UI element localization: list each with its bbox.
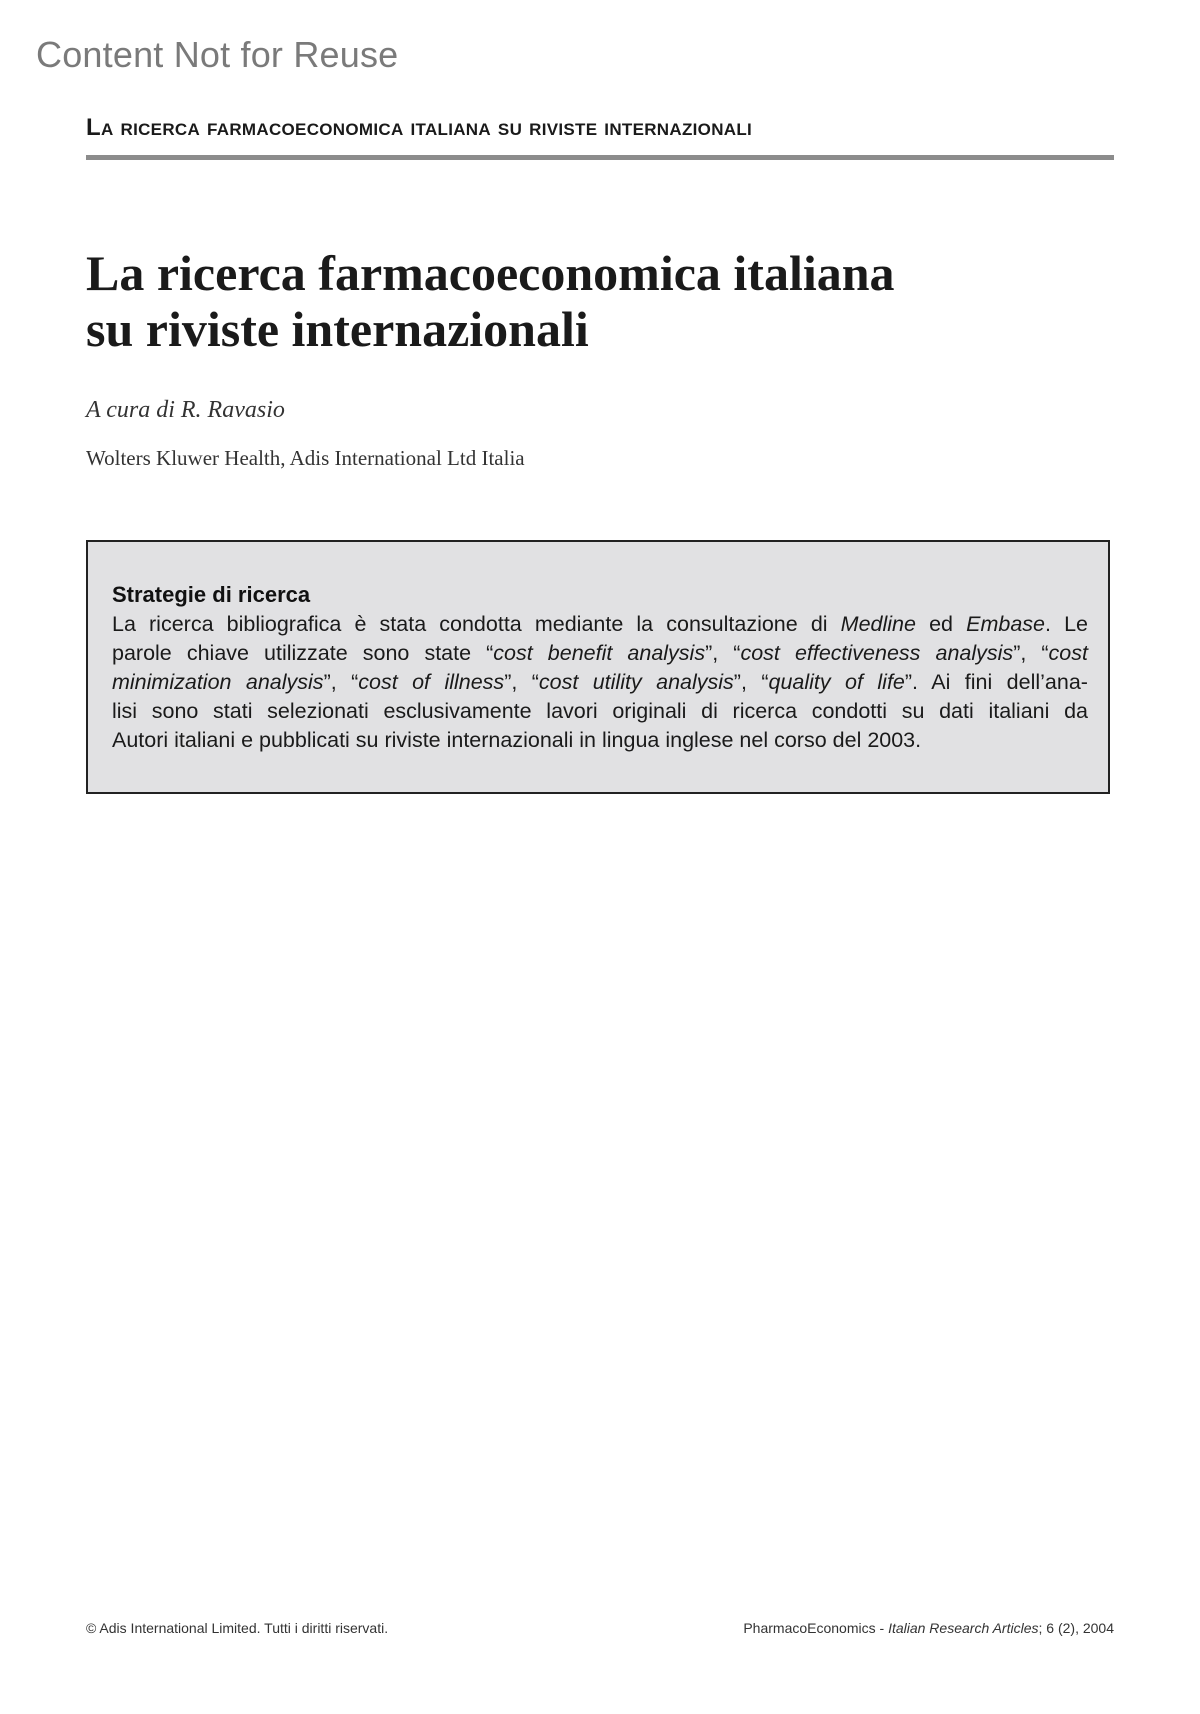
journal-volume: ; 6 (2), 2004	[1038, 1620, 1114, 1636]
keyword: minimization analysis	[112, 670, 324, 694]
text-run: ”, “	[733, 670, 769, 694]
box-line: lisi sono stati selezionati esclusivamente lavori originali di ricerca condotti su dati italiani da	[112, 699, 1088, 723]
header-rule	[86, 155, 1114, 160]
watermark: Content Not for Reuse	[36, 34, 399, 75]
title-line-1: La ricerca farmacoeconomica italiana	[86, 245, 895, 301]
keyword: quality of life	[768, 670, 905, 694]
text-run: ”. Ai fini dell’ana-	[904, 670, 1088, 694]
running-head: La ricerca farmacoeconomica italiana su riviste internazionali	[86, 114, 753, 141]
journal-section: Italian Research Articles	[888, 1620, 1039, 1636]
text-run: ”, “	[1013, 641, 1049, 665]
title-line-2: su riviste internazionali	[86, 301, 589, 357]
text-run: ”, “	[705, 641, 741, 665]
journal-name: PharmacoEconomics -	[743, 1620, 889, 1636]
box-line	[112, 668, 1088, 697]
footer-journal	[743, 1620, 1114, 1636]
text-run: ”, “	[323, 670, 359, 694]
footer-copyright: © Adis International Limited. Tutti i diritti riservati.	[86, 1620, 389, 1636]
box-heading: Strategie di ricerca	[112, 582, 311, 607]
box-text	[112, 610, 1088, 755]
keyword: cost	[1048, 641, 1088, 665]
text-run: ed	[915, 612, 967, 636]
keyword: cost of illness	[358, 670, 505, 694]
article-title	[86, 245, 1086, 357]
text-run: parole chiave utilizzate sono state “	[112, 641, 494, 665]
text-run: La ricerca bibliografica è stata condotta mediante la consultazione di	[112, 612, 841, 636]
keyword: cost effectiveness analysis	[740, 641, 1014, 665]
database-medline: Medline	[840, 612, 916, 636]
keyword: cost utility analysis	[538, 670, 734, 694]
author: A cura di R. Ravasio	[86, 397, 285, 423]
search-strategy-box	[86, 540, 1110, 794]
database-embase: Embase	[966, 612, 1045, 636]
text-run: . Le	[1044, 612, 1088, 636]
box-line: Autori italiani e pubblicati su riviste internazionali in lingua inglese nel corso del 2003.	[112, 728, 922, 752]
affiliation: Wolters Kluwer Health, Adis International Ltd Italia	[86, 446, 525, 470]
text-run: ”, “	[504, 670, 539, 694]
box-line	[112, 639, 1088, 668]
keyword: cost benefit analysis	[493, 641, 706, 665]
box-line	[112, 610, 1088, 639]
